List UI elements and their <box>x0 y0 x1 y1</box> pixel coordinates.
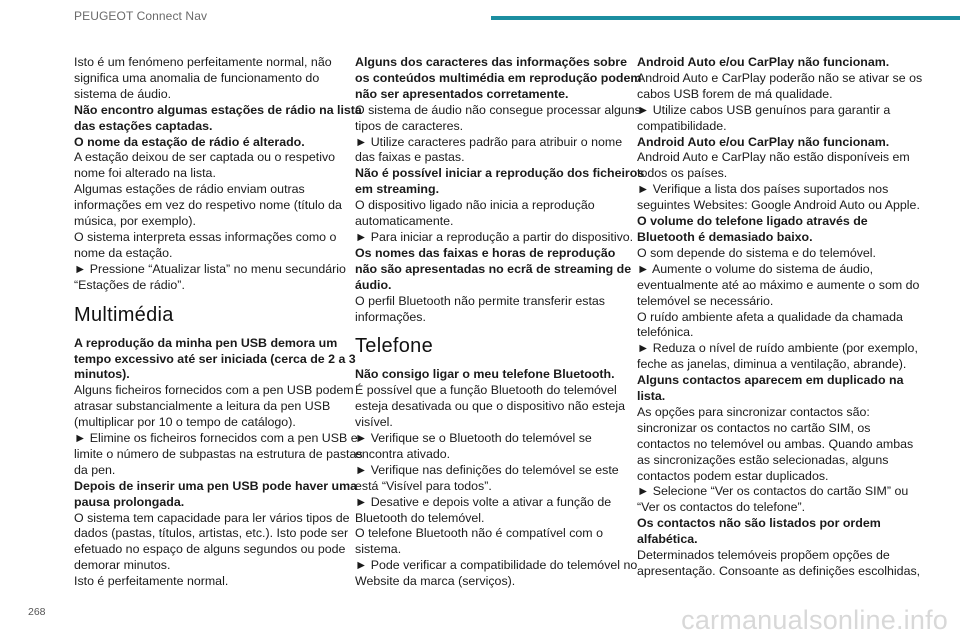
paragraph <box>637 404 914 485</box>
text-line: eventualmente até ao máximo e aumente o som do <box>637 277 920 292</box>
paragraph <box>637 70 923 103</box>
text-line: ► Verifique a lista dos países suportados nos <box>637 182 889 197</box>
text-line: Telefone <box>355 335 434 358</box>
text-line: telefónica. <box>637 325 694 340</box>
text-line: informações. <box>355 309 426 324</box>
paragraph <box>355 383 626 431</box>
paragraph <box>637 341 918 373</box>
text-line: alfabética. <box>637 532 698 547</box>
question-heading <box>637 516 909 548</box>
question-heading <box>637 373 909 405</box>
text-line: Depois de inserir uma pen USB pode haver uma <box>74 478 357 493</box>
paragraph <box>74 55 342 103</box>
text-column-2 <box>355 55 645 590</box>
text-line: Bluetooth do telemóvel. <box>355 510 485 525</box>
question-heading <box>355 55 642 103</box>
text-line: Os contactos não são listados por ordem <box>637 516 881 531</box>
paragraph <box>355 198 623 230</box>
text-line: ► Utilize cabos USB genuínos para garantir a <box>637 102 891 117</box>
text-line: demorar minutos. <box>74 558 171 573</box>
paragraph <box>637 246 909 262</box>
text-line: Android Auto e/ou CarPlay não funcionam. <box>637 134 890 149</box>
text-line: ► Utilize caracteres padrão para atribuir o nome <box>355 134 623 149</box>
text-line: das estações captadas. <box>74 118 213 133</box>
question-heading <box>74 335 356 384</box>
text-line: O dispositivo ligado não inicia a reprodução <box>355 198 595 213</box>
text-line: os conteúdos multimédia em reprodução podem <box>355 70 642 85</box>
paragraph <box>74 510 350 575</box>
text-line: das faixas e pastas. <box>355 150 465 165</box>
text-line: Algumas estações de rádio enviam outras <box>74 182 305 197</box>
text-line: limite o número de subpastas na estrutura de pastas <box>74 446 363 461</box>
question-heading <box>355 367 623 383</box>
text-line: ► Elimine os ficheiros fornecidos com a pen USB e <box>74 431 358 446</box>
text-line: pausa prolongada. <box>74 494 185 509</box>
text-line: Isto é um fenómeno perfeitamente normal, não <box>74 55 332 69</box>
text-line: Alguns dos caracteres das informações sobre <box>355 55 628 69</box>
text-line: É possível que a função Bluetooth do telemóvel <box>355 383 617 398</box>
paragraph <box>355 102 641 135</box>
text-line: compatibilidade. <box>637 118 727 133</box>
question-heading <box>637 55 909 71</box>
section-heading <box>355 334 623 358</box>
text-line: Não é possível iniciar a reprodução dos ficheiros <box>355 166 645 181</box>
text-line: ► Pressione “Atualizar lista” no menu secundário <box>74 261 346 276</box>
paragraph <box>355 229 634 246</box>
paragraph <box>637 548 921 580</box>
text-line: Os nomes das faixas e horas de reprodução <box>355 245 616 260</box>
paragraph <box>74 261 346 294</box>
text-line: O som depende do sistema e do telemóvel. <box>637 245 876 260</box>
text-line: não ser apresentados corretamente. <box>355 86 569 101</box>
paragraph <box>74 574 342 590</box>
text-line: tipos de caracteres. <box>355 118 464 133</box>
text-line: O sistema tem capacidade para ler vários tipos de <box>74 510 350 525</box>
text-line: nome foi alterado na lista. <box>74 166 216 181</box>
text-line: O perfil Bluetooth não permite transferir estas <box>355 293 605 308</box>
text-line: ► Verifique se o Bluetooth do telemóvel se <box>355 431 592 446</box>
paragraph <box>637 310 909 342</box>
question-heading <box>355 166 645 198</box>
text-line: nome da estação. <box>74 245 173 260</box>
paragraph <box>637 182 920 214</box>
text-line: contactos no telemóvel ou ambas. Quando ambas <box>637 436 914 451</box>
text-line: telemóvel se necessário. <box>637 293 774 308</box>
question-heading <box>74 135 342 151</box>
question-heading <box>355 245 632 294</box>
text-line: automaticamente. <box>355 214 454 229</box>
text-line: não são apresentadas no ecrã de streaming de <box>355 261 632 276</box>
text-line: ► Aumente o volume do sistema de áudio, <box>637 261 874 276</box>
text-line: efetuado no espaço de alguns segundos ou pode <box>74 542 346 557</box>
paragraph <box>355 463 623 495</box>
text-line: As opções para sincronizar contactos são: <box>637 404 870 419</box>
paragraph <box>355 431 623 463</box>
text-line: ► Selecione “Ver os contactos do cartão SIM” ou <box>637 484 909 499</box>
text-line: sistema de áudio. <box>74 86 172 101</box>
text-line: Android Auto e CarPlay não estão disponíveis em <box>637 150 910 165</box>
text-line: ► Reduza o nível de ruído ambiente (por exemplo, <box>637 341 918 356</box>
text-line: informações em vez do respetivo nome (título da <box>74 198 342 213</box>
paragraph <box>74 182 342 230</box>
text-line: Multimédia <box>74 303 174 326</box>
text-column-3 <box>637 55 923 580</box>
text-line: Android Auto e CarPlay poderão não se ativar se os <box>637 70 923 85</box>
question-heading <box>637 135 909 151</box>
text-line: O telefone Bluetooth não é compatível com o <box>355 526 603 541</box>
text-line: “Estações de rádio”. <box>74 277 185 292</box>
text-line: lista. <box>637 389 666 404</box>
paragraph <box>355 558 638 590</box>
paragraph <box>74 383 354 431</box>
text-line: Bluetooth é demasiado baixo. <box>637 229 813 244</box>
paragraph <box>355 495 623 527</box>
paragraph <box>637 103 909 135</box>
text-line: tempo excessivo até ser iniciada (cerca de 2 a 3 <box>74 351 356 366</box>
text-line: cabos USB forem de má qualidade. <box>637 86 833 101</box>
text-line: ► Desative e depois volte a ativar a função de <box>355 494 612 509</box>
text-line: apresentação. Consoante as definições escolhidas, <box>637 564 921 578</box>
text-line: sistema. <box>355 542 402 557</box>
text-line: ► Pode verificar a compatibilidade do telemóvel no <box>355 558 638 573</box>
text-line: está “Visível para todos”. <box>355 478 492 493</box>
paragraph <box>74 230 342 262</box>
text-line: visível. <box>355 415 393 430</box>
text-line: Isto é perfeitamente normal. <box>74 574 229 589</box>
paragraph <box>637 484 909 516</box>
paragraph <box>74 431 363 479</box>
document-header-title: PEUGEOT Connect Nav <box>74 9 208 23</box>
text-line: esteja desativada ou que o dispositivo não esteja <box>355 399 626 414</box>
question-heading <box>637 214 909 246</box>
text-line: feche as janelas, diminua a ventilação, abrande). <box>637 357 907 372</box>
text-line: áudio. <box>355 277 392 292</box>
watermark: carmanualsonline.info <box>681 605 948 635</box>
text-line: ► Verifique nas definições do telemóvel se este <box>355 462 619 477</box>
text-line: as sincronizações estão selecionadas, alguns <box>637 452 889 467</box>
text-line: dados (pastas, títulos, artistas, etc.). Isto pode ser <box>74 526 349 541</box>
section-heading <box>74 303 342 327</box>
text-line: Alguns contactos aparecem em duplicado na <box>637 373 904 388</box>
header-accent-bar <box>491 16 960 20</box>
paragraph <box>355 526 623 558</box>
text-line: Alguns ficheiros fornecidos com a pen USB podem <box>74 383 354 398</box>
text-line: da pen. <box>74 462 116 477</box>
text-column-1 <box>74 55 363 590</box>
paragraph <box>637 150 909 182</box>
text-line: Não consigo ligar o meu telefone Bluetooth. <box>355 367 615 382</box>
text-line: O sistema de áudio não consegue processar alguns <box>355 102 641 117</box>
text-line: Não encontro algumas estações de rádio na lista <box>74 102 362 117</box>
text-line: atrasar substancialmente a leitura da pen USB <box>74 399 331 414</box>
paragraph <box>74 150 342 182</box>
text-line: O nome da estação de rádio é alterado. <box>74 134 305 149</box>
text-line: A estação deixou de ser captada ou o respetivo <box>74 150 336 165</box>
text-line: seguintes Websites: Google Android Auto ou Apple. <box>637 198 920 213</box>
question-heading <box>74 478 357 511</box>
text-line: todos os países. <box>637 166 728 181</box>
text-line: “Ver os contactos do telefone”. <box>637 500 806 515</box>
text-line: em streaming. <box>355 182 440 197</box>
text-line: música, por exemplo). <box>74 214 196 229</box>
text-line: (multiplicar por 10 o tempo de catálogo). <box>74 415 296 430</box>
text-line: O sistema interpreta essas informações como o <box>74 229 337 244</box>
text-line: O ruído ambiente afeta a qualidade da chamada <box>637 309 903 324</box>
question-heading <box>74 102 362 135</box>
text-line: sincronizar os contactos no cartão SIM, os <box>637 420 871 435</box>
text-line: A reprodução da minha pen USB demora um <box>74 335 338 350</box>
text-line: Determinados telemóveis propõem opções de <box>637 548 890 563</box>
page-number: 268 <box>28 606 46 618</box>
text-line: encontra ativado. <box>355 446 451 461</box>
text-line: O volume do telefone ligado através de <box>637 214 868 229</box>
paragraph <box>355 135 623 167</box>
text-line: Website da marca (serviços). <box>355 574 516 589</box>
paragraph <box>637 261 920 310</box>
text-line: significa uma anomalia de funcionamento do <box>74 70 320 85</box>
paragraph <box>355 294 623 326</box>
text-line: contactos podem estar duplicados. <box>637 468 829 483</box>
text-line: minutos). <box>74 367 130 382</box>
text-line: ► Para iniciar a reprodução a partir do dispositivo. <box>355 229 634 244</box>
text-line: Android Auto e/ou CarPlay não funcionam. <box>637 55 890 69</box>
